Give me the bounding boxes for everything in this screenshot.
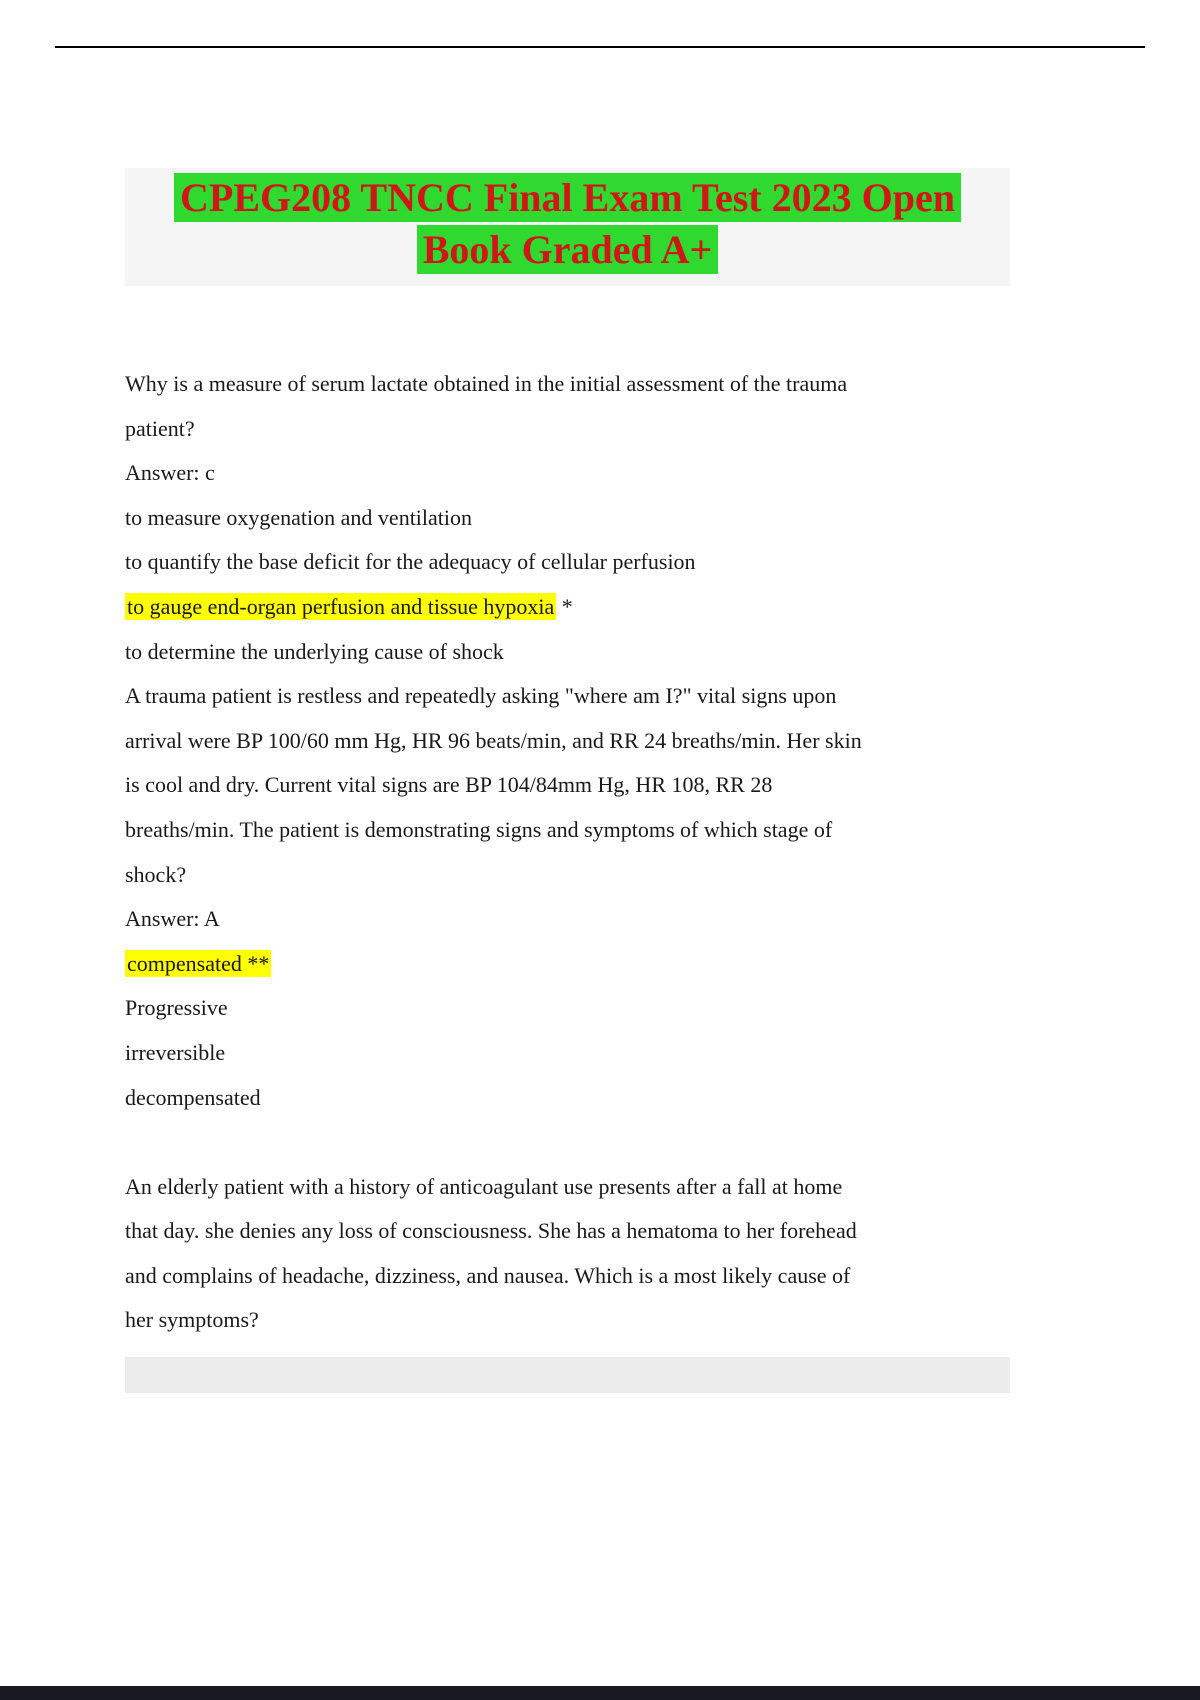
text-line: irreversible: [125, 1039, 226, 1065]
text-line: her symptoms?: [125, 1307, 259, 1333]
text-line: An elderly patient with a history of anticoagulant use presents after a fall at home: [125, 1173, 843, 1199]
text-line: Progressive: [125, 995, 228, 1021]
text-line: to determine the underlying cause of shock: [125, 638, 504, 664]
title-green-highlight: CPEG208 TNCC Final Exam Test 2023 Open: [174, 173, 961, 222]
text-line: arrival were BP 100/60 mm Hg, HR 96 beats/min, and RR 24 breaths/min. Her skin: [125, 727, 862, 753]
text-line: is cool and dry. Current vital signs are BP 104/84mm Hg, HR 108, RR 28: [125, 772, 773, 798]
text-line: to quantify the base deficit for the adequacy of cellular perfusion: [125, 549, 696, 575]
text-line: Answer: c: [125, 460, 215, 486]
text-line: to gauge end-organ perfusion and tissue hypoxia *: [127, 593, 573, 619]
text-line: that day. she denies any loss of consciousness. She has a hematoma to her forehead: [125, 1218, 857, 1244]
text-line: [125, 942, 1025, 987]
text-line: Answer: A: [125, 906, 220, 932]
text-line: to measure oxygenation and ventilation: [125, 504, 473, 530]
text-line: Why is a measure of serum lactate obtained in the initial assessment of the trauma: [125, 371, 848, 396]
text-line: A trauma patient is restless and repeatedly asking "where am I?" vital signs upon: [125, 683, 837, 709]
redacted-region-bar: [125, 1357, 1010, 1393]
page-footer-bar: [0, 1686, 1200, 1700]
title-background: [125, 168, 1010, 286]
text-line: patient?: [125, 415, 195, 441]
title-green-highlight: Book Graded A+: [417, 225, 719, 274]
blank-line: [125, 1120, 1025, 1165]
text-line: and complains of headache, dizziness, and nausea. Which is a most likely cause of: [125, 1262, 851, 1288]
document-title-line-1: [125, 172, 1010, 224]
text-line: shock?: [125, 861, 187, 887]
document-body: [125, 362, 1025, 1343]
text-line: decompensated: [125, 1084, 261, 1110]
document-title-line-2: [125, 224, 1010, 276]
yellow-highlight: compensated **: [127, 950, 270, 976]
yellow-highlight: to gauge end-organ perfusion and tissue hypoxia: [127, 593, 555, 619]
top-horizontal-rule: [55, 46, 1145, 48]
text-line: breaths/min. The patient is demonstrating signs and symptoms of which stage of: [125, 816, 833, 842]
